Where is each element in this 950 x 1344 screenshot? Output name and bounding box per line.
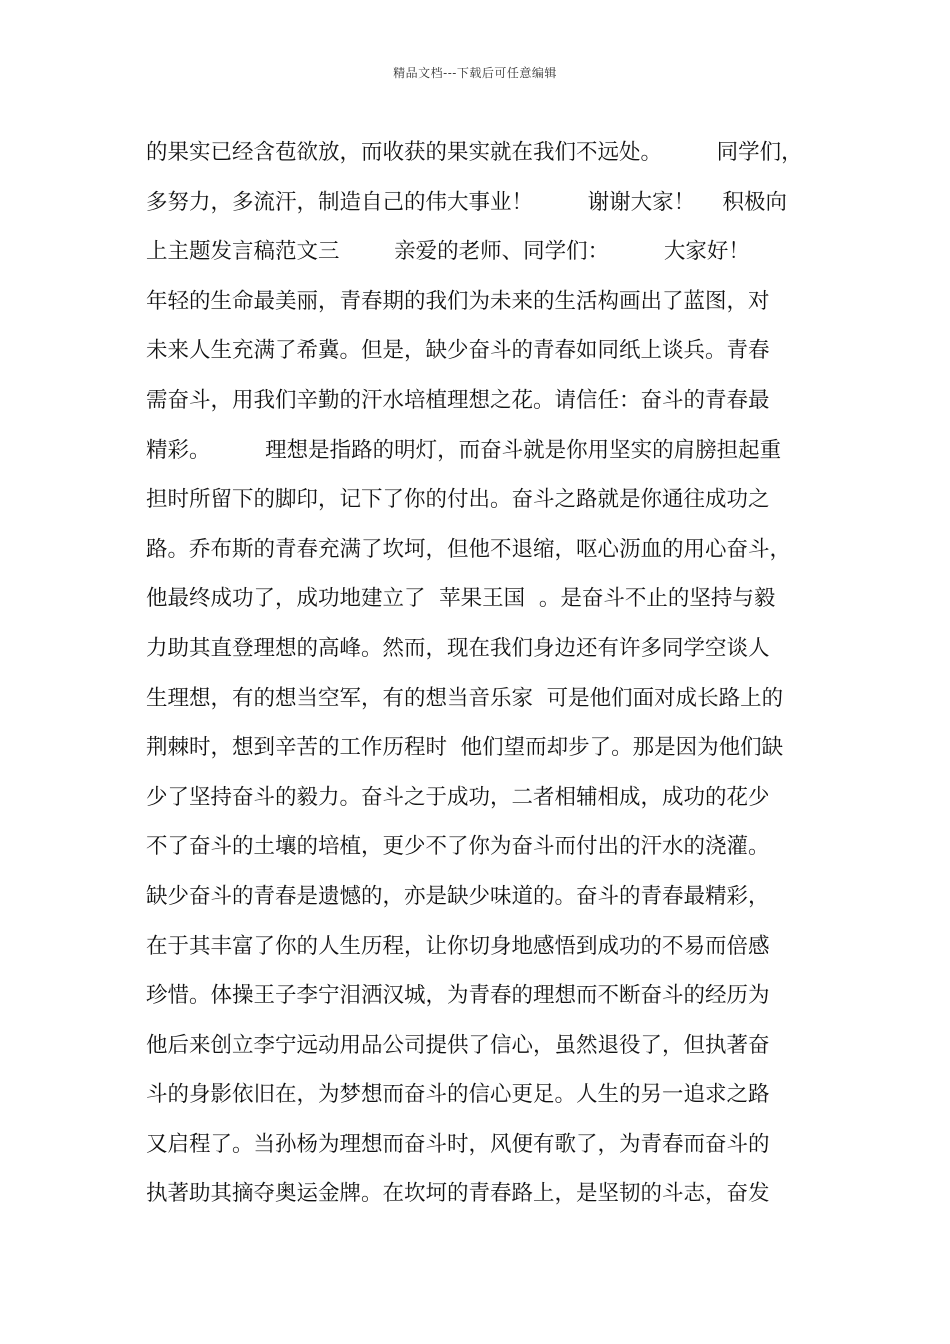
text-line: 精彩。 理想是指路的明灯，而奋斗就是你用坚实的肩膀担起重 (146, 437, 782, 463)
text-line: 缺少奋斗的青春是遗憾的，亦是缺少味道的。奋斗的青春最精彩， (146, 883, 770, 909)
text-line: 力助其直登理想的高峰。然而，现在我们身边还有许多同学空谈人 (146, 635, 770, 661)
text-line: 需奋斗，用我们辛勤的汗水培植理想之花。请信任：奋斗的青春最 (146, 387, 770, 413)
text-line: 担时所留下的脚印，记下了你的付出。奋斗之路就是你通往成功之 (146, 487, 770, 513)
text-line: 斗的身影依旧在，为梦想而奋斗的信心更足。人生的另一追求之路 (146, 1082, 770, 1108)
text-line: 荆棘时，想到辛苦的工作历程时 他们望而却步了。那是因为他们缺 (146, 735, 784, 761)
text-line: 路。乔布斯的青春充满了坎坷，但他不退缩，呕心沥血的用心奋斗， (146, 536, 792, 562)
text-line: 多努力，多流汗，制造自己的伟大事业！ 谢谢大家！ 积极向 (146, 189, 788, 215)
text-line: 珍惜。体操王子李宁泪洒汉城，为青春的理想而不断奋斗的经历为 (146, 983, 770, 1009)
text-line: 上主题发言稿范文三 亲爱的老师、同学们： 大家好！ (146, 239, 750, 265)
text-line: 执著助其摘夺奥运金牌。在坎坷的青春路上，是坚韧的斗志，奋发 (146, 1181, 770, 1207)
text-line: 生理想，有的想当空军，有的想当音乐家 可是他们面对成长路上的 (146, 685, 784, 711)
text-line: 少了坚持奋斗的毅力。奋斗之于成功，二者相辅相成，成功的花少 (146, 784, 770, 810)
text-line: 不了奋斗的土壤的培植，更少不了你为奋斗而付出的汗水的浇灌。 (146, 834, 770, 860)
text-line: 他最终成功了，成功地建立了 苹果王国 。是奋斗不止的坚持与毅 (146, 586, 776, 612)
text-line: 他后来创立李宁远动用品公司提供了信心，虽然退役了，但执著奋 (146, 1032, 770, 1058)
text-line: 在于其丰富了你的人生历程，让你切身地感悟到成功的不易而倍感 (146, 933, 770, 959)
text-line: 未来人生充满了希冀。但是，缺少奋斗的青春如同纸上谈兵。青春 (146, 338, 770, 364)
text-line: 的果实已经含苞欲放，而收获的果实就在我们不远处。 同学们， (146, 140, 803, 165)
body-text (146, 128, 826, 1219)
text-line: 年轻的生命最美丽，青春期的我们为未来的生活构画出了蓝图，对 (146, 288, 770, 314)
text-line: 又启程了。当孙杨为理想而奋斗时，风便有歌了，为青春而奋斗的 (146, 1131, 770, 1157)
page-header: 精品文档---下载后可任意编辑 (393, 66, 557, 80)
